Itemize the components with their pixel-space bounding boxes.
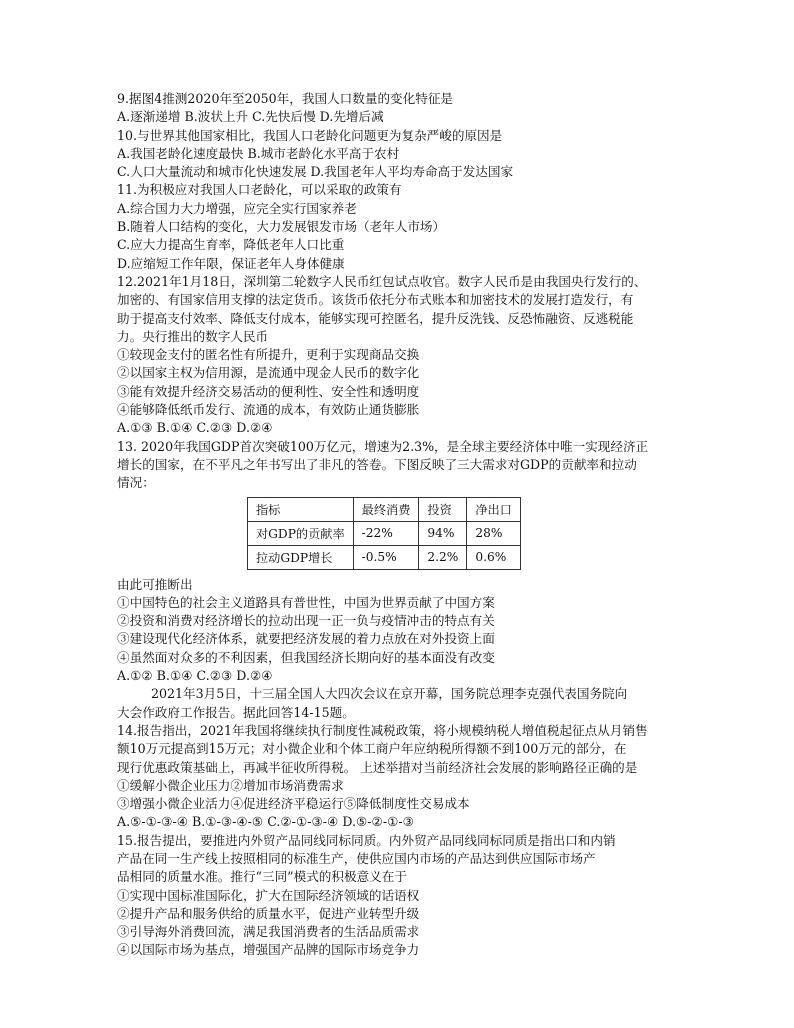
text-line: 11.为积极应对我国人口老龄化，可以采取的政策有 [117,182,402,198]
text-line: 13. 2020年我国GDP首次突破100万亿元，增速为2.3%，是全球主要经济体中唯一实现经济正 [117,438,649,454]
text-line: ④能够降低纸币发行、流通的成本，有效防止通货膨胀 [117,402,420,418]
text-line: A.①③ B.①④ C.②③ D.②④ [117,420,273,436]
table-cell: 0.6% [467,545,521,569]
text-line: ④以国际市场为基点，增强国产品牌的国际市场竞争力 [117,942,420,958]
text-line: ③能有效提升经济交易活动的便利性、安全性和透明度 [117,383,420,399]
text-line: A.综合国力大力增强，应完全实行国家养老 [117,200,357,216]
table-header-cell: 最终消费 [353,497,419,521]
text-line: A.⑤-①-③-④ B.①-③-④-⑤ C.②-①-③-④ D.⑤-②-①-③ [117,814,414,830]
text-line: ②提升产品和服务供给的质量水平，促进产业转型升级 [117,905,420,921]
text-line: 额10万元提高到15万元；对小微企业和个体工商户年应纳税所得额不到100万元的部分，在 [117,741,627,757]
text-line: ③增强小微企业活力④促进经济平稳运行⑤降低制度性交易成本 [117,796,470,812]
text-line: 14.报告指出，2021年我国将继续执行制度性减税政策，将小规模纳税人增值税起征点从月销售 [117,722,648,738]
text-line: 15.报告提出，要推进内外贸产品同线同标同质。内外贸产品同线同标同质是指出口和内销 [117,832,616,848]
table-row [248,521,521,545]
text-line: 增长的国家，在不平凡之年书写出了非凡的答卷。下图反映了三大需求对GDP的贡献率和拉动 [117,456,637,472]
text-line: 由此可推断出 [117,576,193,592]
text-line: 大会作政府工作报告。据此回答14-15题。 [117,704,355,720]
text-line: 现行优惠政策基础上，再减半征收所得税。 上述举措对当前经济社会发展的影响路径正确的是 [117,759,638,775]
text-line: ③引导海外消费回流，满足我国消费者的生活品质需求 [117,924,420,940]
question-13-options [117,576,687,686]
text-line: D.应缩短工作年限，保证老年人身体健康 [117,255,345,271]
questions-9-13 [117,90,687,493]
gdp-demand-table [247,497,521,570]
text-line: C.应大力提高生育率，降低老年人口比重 [117,237,345,253]
text-line: 12.2021年1月18日，深圳第二轮数字人民币红包试点收官。数字人民币是由我国央行发行的、 [117,273,647,289]
text-line: C.人口大量流动和城市化快速发展 D.我国老年人平均寿命高于发达国家 [117,164,514,180]
table-cell: -0.5% [353,545,419,569]
text-line: ③建设现代化经济体系，就要把经济发展的着力点放在对外投资上面 [117,631,495,647]
text-line: ②以国家主权为信用源，是流通中现金人民币的数字化 [117,365,420,381]
document-page [117,90,687,960]
text-line: ①缓解小微企业压力②增加市场消费需求 [117,777,344,793]
text-line: 加密的、有国家信用支撑的法定货币。该货币依托分布式账本和加密技术的发展打造发行，有 [117,292,634,308]
text-line: ①实现中国标准国际化，扩大在国际经济领域的话语权 [117,887,420,903]
text-line: 产品在同一生产线上按照相同的标准生产，使供应国内市场的产品达到供应国际市场产 [117,850,596,866]
text-line: 情况： [117,475,155,491]
text-line: B.随着人口结构的变化，大力发展银发市场（老年人市场） [117,219,446,235]
questions-14-15 [117,685,687,959]
text-line: 9.据图4推测2020年至2050年，我国人口数量的变化特征是 [117,91,454,106]
text-line: ①中国特色的社会主义道路具有普世性，中国为世界贡献了中国方案 [117,594,495,610]
text-line: 2021年3月5日，十三届全国人大四次会议在京开幕，国务院总理李克强代表国务院向 [151,686,628,702]
table-cell: 拉动GDP增长 [248,545,354,569]
table-cell: 2.2% [419,545,467,569]
text-line: ①较现金支付的匿名性有所提升，更利于实现商品交换 [117,347,420,363]
table-cell: 对GDP的贡献率 [248,521,354,545]
table-cell: -22% [353,521,419,545]
text-line: ②投资和消费对经济增长的拉动出现一正一负与疫情冲击的特点有关 [117,613,495,629]
table-cell: 28% [467,521,521,545]
text-line: A.逐渐递增 B.波状上升 C.先快后慢 D.先增后减 [117,109,384,125]
text-line: 助于提高支付效率、降低支付成本，能够实现可控匿名，提升反洗钱、反恐怖融资、反逃税能 [117,310,634,326]
table-header-cell: 投资 [419,497,467,521]
table-cell: 94% [419,521,467,545]
text-line: 10.与世界其他国家相比，我国人口老龄化问题更为复杂严峻的原因是 [117,127,503,143]
text-line: A.①② B.①④ C.②③ D.②④ [117,668,273,684]
table-header-row [248,497,521,521]
text-line: 品相同的质量水准。推行“三同”模式的积极意义在于 [117,869,407,885]
text-line: ④虽然面对众多的不利因素，但我国经济长期向好的基本面没有改变 [117,649,495,665]
table-header-cell: 净出口 [467,497,521,521]
text-line: 力。央行推出的数字人民币 [117,328,269,344]
table-row [248,545,521,569]
table-header-cell: 指标 [248,497,354,521]
text-line: A.我国老龄化速度最快 B.城市老龄化水平高于农村 [117,145,400,161]
